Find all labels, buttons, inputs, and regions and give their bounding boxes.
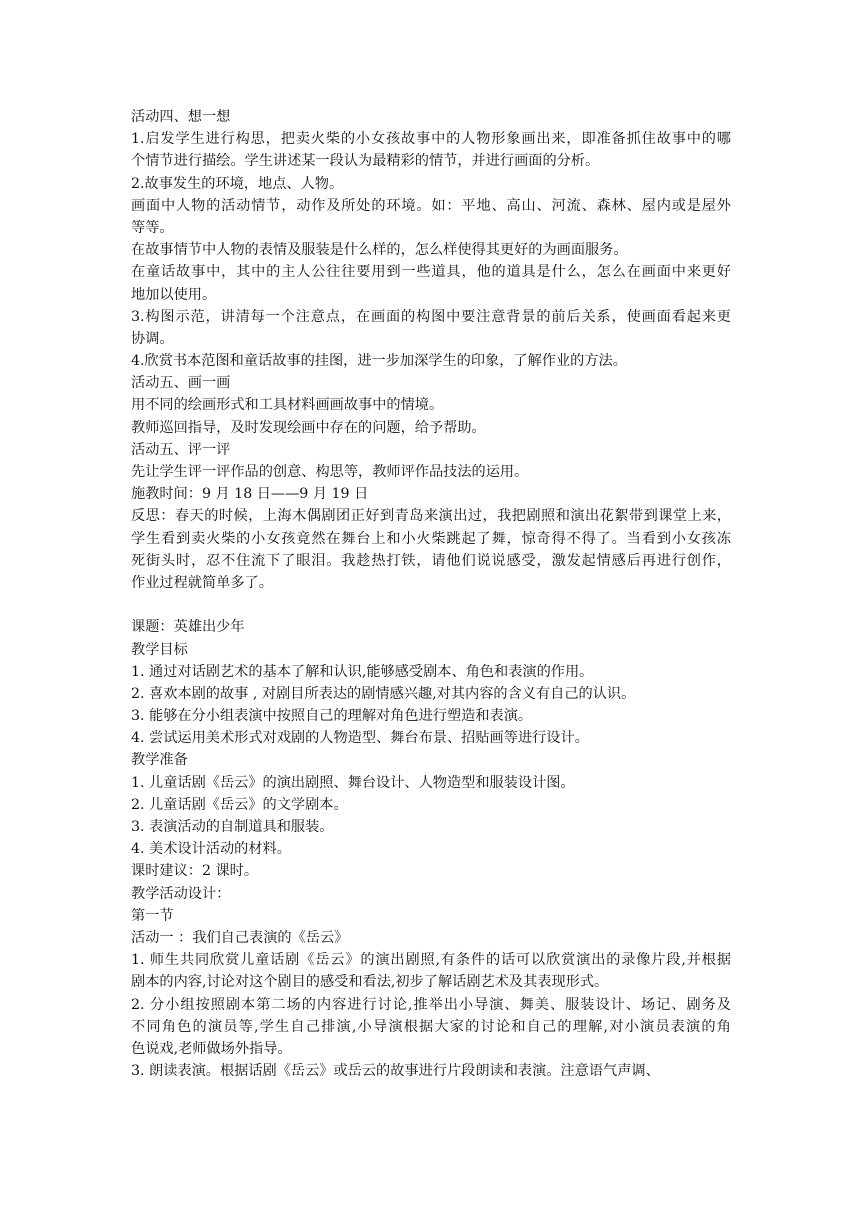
text-line: 2. 分小组按照剧本第二场的内容进行讨论,推举出小导演、舞美、服装设计、场记、剧务及 <box>131 996 731 1013</box>
blank-line <box>131 594 731 616</box>
text-line: 在故事情节中人物的表情及服装是什么样的，怎么样使得其更好的为画面服务。 <box>131 242 628 259</box>
text-line: 个情节进行描绘。学生讲述某一段认为最精彩的情节，并进行画面的分析。 <box>131 153 600 170</box>
text-line: 1. 师生共同欣赏儿童话剧《岳云》的演出剧照,有条件的话可以欣赏演出的录像片段,并根据 <box>131 952 731 969</box>
text-line: 4. 尝试运用美术形式对戏剧的人物造型、舞台布景、招贴画等进行设计。 <box>131 730 589 747</box>
text-line: 在童话故事中，其中的主人公往往要用到一些道具，他的道具是什么，怎么在画面中来更好 <box>131 264 731 281</box>
text-line: 教师巡回指导，及时发现绘画中存在的问题，给予帮助。 <box>131 419 486 436</box>
document-body <box>131 106 731 1082</box>
text-line: 等等。 <box>131 219 174 236</box>
text-line: 3.构图示范，讲清每一个注意点，在画面的构图中要注意背景的前后关系，使画面看起来更 <box>131 308 731 325</box>
text-line: 剧本的内容,讨论对这个剧目的感受和看法,初步了解话剧艺术及其表现形式。 <box>131 974 609 991</box>
text-line: 作业过程就简单多了。 <box>131 574 273 591</box>
text-line: 死街头时，忍不住流下了眼泪。我趁热打铁，请他们说说感受，激发起情感后再进行创作， <box>131 552 731 569</box>
text-line: 施教时间：9 月 18 日——9 月 19 日 <box>131 486 369 503</box>
text-line: 2. 喜欢本剧的故事 , 对剧目所表达的剧情感兴趣,对其内容的含义有自己的认识。 <box>131 685 636 702</box>
text-line: 3. 朗读表演。根据话剧《岳云》或岳云的故事进行片段朗读和表演。注意语气声调、 <box>131 1063 660 1080</box>
text-line: 第一节 <box>131 907 174 924</box>
text-line: 4. 美术设计活动的材料。 <box>131 841 291 858</box>
text-line: 1. 儿童话剧《岳云》的演出剧照、舞台设计、人物造型和服装设计图。 <box>131 774 575 791</box>
text-line: 3. 能够在分小组表演中按照自己的理解对角色进行塑造和表演。 <box>131 708 533 725</box>
text-line: 学生看到卖火柴的小女孩竟然在舞台上和小火柴跳起了舞，惊奇得不得了。当看到小女孩冻 <box>131 530 731 547</box>
text-line: 活动一 ：我们自己表演的《岳云》 <box>131 929 349 946</box>
text-line: 地加以使用。 <box>131 286 217 303</box>
text-line: 课题：英雄出少年 <box>131 619 245 636</box>
text-line: 用不同的绘画形式和工具材料画画故事中的情境。 <box>131 397 444 414</box>
text-line: 教学目标 <box>131 641 188 658</box>
text-line: 课时建议：2 课时。 <box>131 863 259 880</box>
text-line: 4.欣赏书本范图和童话故事的挂图，进一步加深学生的印象，了解作业的方法。 <box>131 353 627 370</box>
text-line: 反思：春天的时候，上海木偶剧团正好到青岛来演出过，我把剧照和演出花絮带到课堂上来， <box>131 508 731 525</box>
text-line: 先让学生评一评作品的创意、构思等，教师评作品技法的运用。 <box>131 464 529 480</box>
text-line: 1.启发学生进行构思，把卖火柴的小女孩故事中的人物形象画出来，即准备抓住故事中的哪 <box>131 131 731 148</box>
text-line: 活动四、想一想 <box>131 109 231 125</box>
text-line: 色说戏,老师做场外指导。 <box>131 1040 292 1057</box>
text-line: 活动五、画一画 <box>131 375 231 392</box>
text-line: 教学准备 <box>131 752 188 769</box>
text-line: 活动五、评一评 <box>131 441 231 458</box>
text-line: 画面中人物的活动情节，动作及所处的环境。如：平地、高山、河流、森林、屋内或是屋外 <box>131 197 731 214</box>
text-line: 不同角色的演员等,学生自己排演,小导演根据大家的讨论和自己的理解,对小演员表演的角 <box>131 1018 731 1035</box>
text-line: 3. 表演活动的自制道具和服装。 <box>131 819 334 835</box>
text-line: 协调。 <box>131 330 174 347</box>
text-line: 2.故事发生的环境，地点、人物。 <box>131 175 344 192</box>
text-line: 教学活动设计： <box>131 885 231 902</box>
text-line: 2. 儿童话剧《岳云》的文学剧本。 <box>131 796 348 813</box>
text-line: 1. 通过对话剧艺术的基本了解和认识,能够感受剧本、角色和表演的作用。 <box>131 663 594 680</box>
